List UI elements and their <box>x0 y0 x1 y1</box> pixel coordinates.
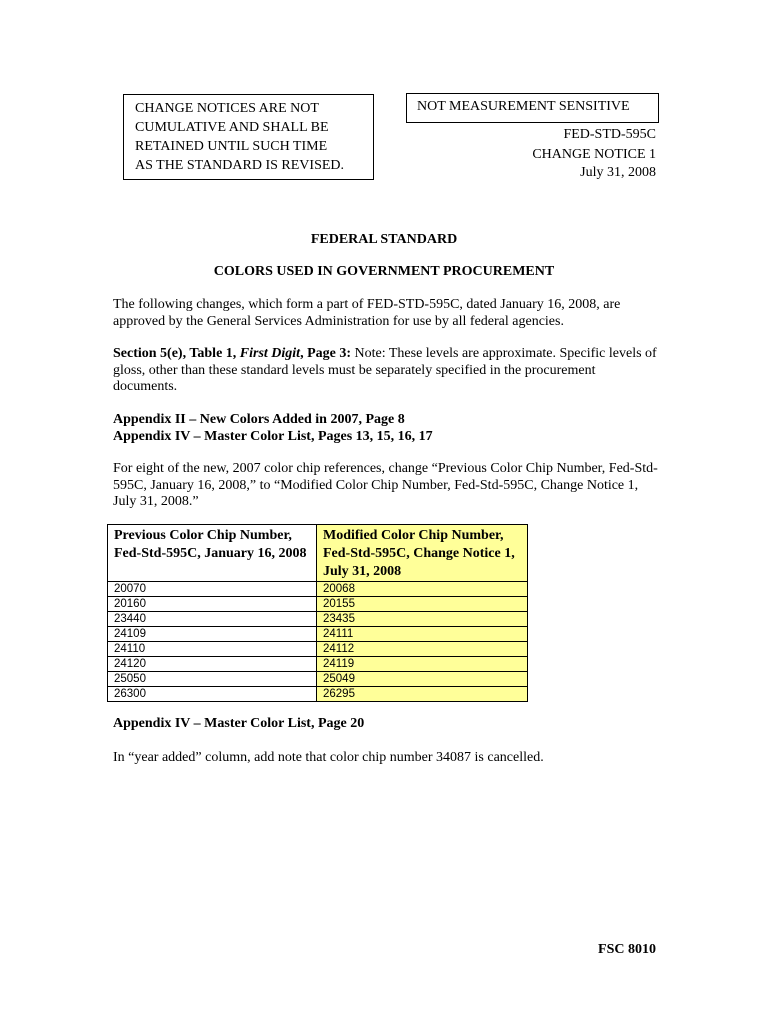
table-row <box>108 657 528 672</box>
change-notice-number: CHANGE NOTICE 1 <box>532 147 656 162</box>
fsc-code: FSC 8010 <box>598 942 656 957</box>
table-row <box>108 642 528 657</box>
previous-chip-cell: 24120 <box>108 657 317 672</box>
modified-chip-cell: 20155 <box>317 597 528 612</box>
appendix-iv-page20-heading: Appendix IV – Master Color List, Page 20 <box>113 716 365 731</box>
modified-chip-cell: 24111 <box>317 627 528 642</box>
previous-chip-cell: 26300 <box>108 687 317 702</box>
modified-chip-cell: 24112 <box>317 642 528 657</box>
sensitivity-label: NOT MEASUREMENT SENSITIVE <box>417 99 630 114</box>
previous-chip-cell: 23440 <box>108 612 317 627</box>
notice-line: RETAINED UNTIL SUCH TIME <box>135 139 328 154</box>
measurement-sensitivity-box <box>406 93 659 123</box>
notice-date: July 31, 2008 <box>580 165 656 180</box>
notice-line: CUMULATIVE AND SHALL BE <box>135 120 329 135</box>
table-row <box>108 627 528 642</box>
previous-chip-cell: 20070 <box>108 582 317 597</box>
section-5e-lead: Section 5(e), Table 1, <box>113 346 240 361</box>
change-instruction-paragraph: For eight of the new, 2007 color chip references, change “Previous Color Chip Number, Fed-Std-595C, January 16, 2008,” to “Modified Color Chip Number, Fed-Std-595C, Change Notice 1, July 31, 2008.” <box>113 461 658 509</box>
color-chip-change-table <box>107 524 528 702</box>
notice-line: CHANGE NOTICES ARE NOT <box>135 101 319 116</box>
document-title: FEDERAL STANDARD <box>310 232 458 247</box>
table-row <box>108 687 528 702</box>
section-5e-lead-page: , Page 3: <box>300 346 352 361</box>
section-5e-lead-italic: First Digit <box>239 346 301 361</box>
section-5e-paragraph <box>113 346 660 396</box>
standard-number: FED-STD-595C <box>563 127 656 142</box>
section-5e-text: Note: These levels are approximate. Specific levels of gloss, other than these standard levels must be separately specified in the procurement documents. <box>113 346 657 394</box>
table-header-row <box>108 525 528 582</box>
modified-chip-header: Modified Color Chip Number, Fed-Std-595C, Change Notice 1, July 31, 2008 <box>317 525 528 582</box>
document-subtitle: COLORS USED IN GOVERNMENT PROCUREMENT <box>213 264 555 279</box>
previous-chip-cell: 25050 <box>108 672 317 687</box>
previous-chip-header: Previous Color Chip Number, Fed-Std-595C, January 16, 2008 <box>108 525 317 582</box>
modified-chip-cell: 23435 <box>317 612 528 627</box>
intro-paragraph: The following changes, which form a part of FED-STD-595C, dated January 16, 2008, are approved by the General Services Administration for use by all federal agencies. <box>113 297 621 329</box>
cancellation-note: In “year added” column, add note that color chip number 34087 is cancelled. <box>113 750 544 765</box>
notice-line: AS THE STANDARD IS REVISED. <box>135 158 345 173</box>
appendix-iv-heading: Appendix IV – Master Color List, Pages 13, 15, 16, 17 <box>113 429 433 444</box>
change-notice-box <box>123 94 374 180</box>
modified-chip-cell: 25049 <box>317 672 528 687</box>
table-row <box>108 612 528 627</box>
modified-chip-cell: 24119 <box>317 657 528 672</box>
appendix-ii-heading: Appendix II – New Colors Added in 2007, Page 8 <box>113 412 405 427</box>
table-row <box>108 582 528 597</box>
table-row <box>108 672 528 687</box>
modified-chip-cell: 26295 <box>317 687 528 702</box>
previous-chip-cell: 24110 <box>108 642 317 657</box>
table-row <box>108 597 528 612</box>
previous-chip-cell: 24109 <box>108 627 317 642</box>
modified-chip-cell: 20068 <box>317 582 528 597</box>
previous-chip-cell: 20160 <box>108 597 317 612</box>
